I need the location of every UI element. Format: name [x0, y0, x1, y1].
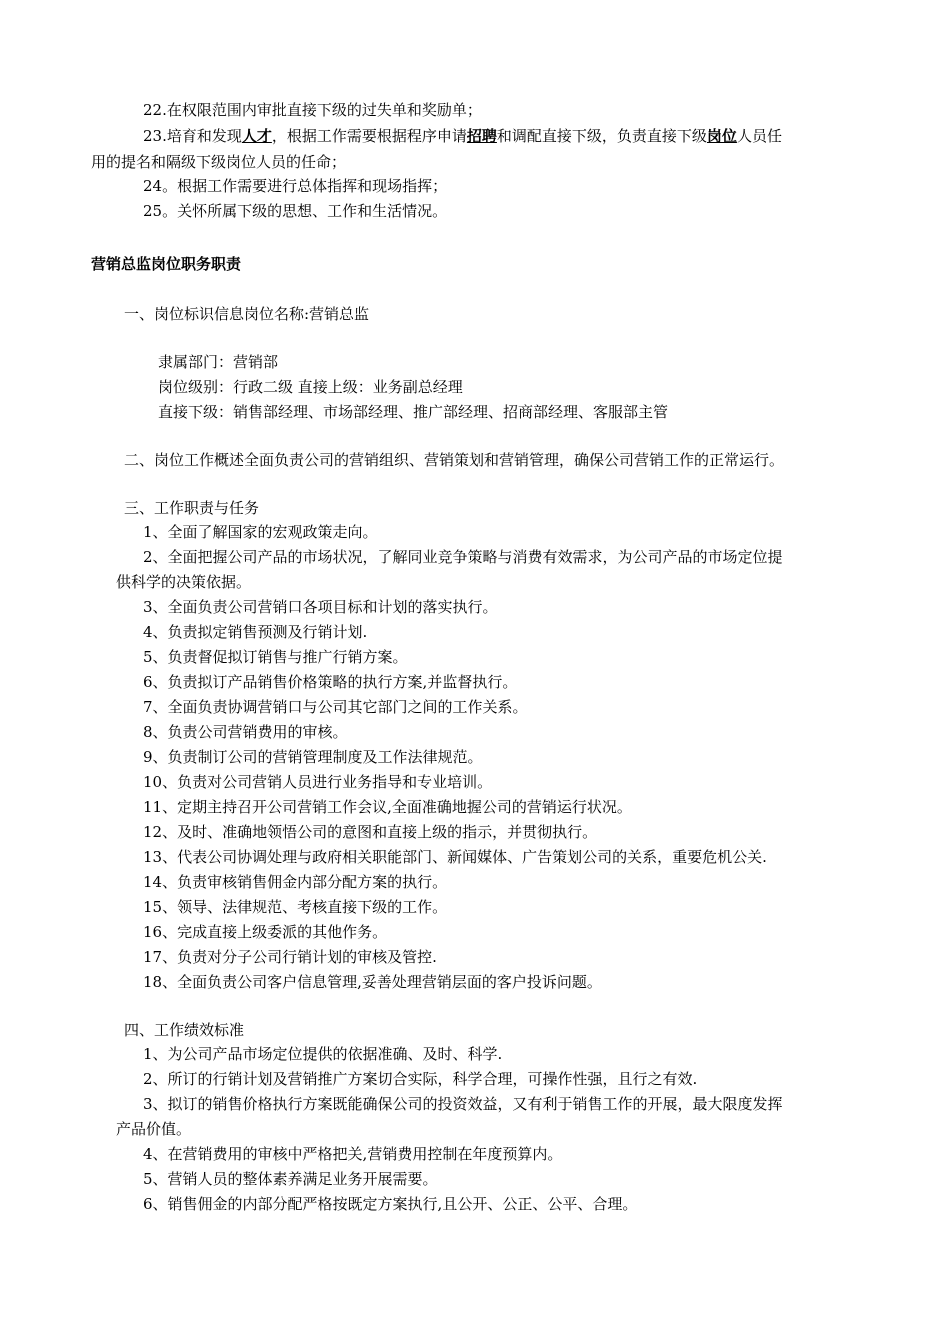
list-item: 16、完成直接上级委派的其他作务。 — [143, 923, 388, 941]
section-title: 营销总监岗位职务职责 — [91, 255, 242, 273]
list-item: 1、全面了解国家的宏观政策走向。 — [143, 523, 378, 541]
list-item: 10、负责对公司营销人员进行业务指导和专业培训。 — [143, 773, 493, 791]
item-25: 25。关怀所属下级的思想、工作和生活情况。 — [143, 202, 448, 220]
list-item: 13、代表公司协调处理与政府相关职能部门、新闻媒体、广告策划公司的关系，重要危机公关. — [143, 848, 767, 866]
list-item: 2、所订的行销计划及营销推广方案切合实际，科学合理，可操作性强，且行之有效. — [143, 1070, 698, 1088]
item-23-text-4: 人员任 — [736, 127, 782, 145]
talent-link[interactable]: 人才 — [241, 127, 272, 145]
list-item: 18、全面负责公司客户信息管理,妥善处理营销层面的客户投诉问题。 — [143, 973, 602, 991]
section-1-heading: 一、岗位标识信息岗位名称:营销总监 — [124, 305, 370, 323]
section-3-heading: 三、工作职责与任务 — [124, 499, 260, 517]
list-item: 3、拟订的销售价格执行方案既能确保公司的投资效益，又有利于销售工作的开展，最大限度发挥 — [143, 1095, 783, 1113]
list-item: 4、在营销费用的审核中严格把关,营销费用控制在年度预算内。 — [143, 1145, 563, 1163]
item-24: 24。根据工作需要进行总体指挥和现场指挥； — [143, 177, 448, 195]
item-22: 22.在权限范围内审批直接下级的过失单和奖励单； — [143, 101, 482, 119]
item-23-text-2: ，根据工作需要根据程序申请 — [271, 127, 467, 145]
position-link[interactable]: 岗位 — [706, 127, 737, 145]
list-item: 9、负责制订公司的营销管理制度及工作法律规范。 — [143, 748, 483, 766]
list-item: 6、负责拟订产品销售价格策略的执行方案,并监督执行。 — [143, 673, 518, 691]
item-23 — [143, 124, 782, 148]
list-item: 15、领导、法律规范、考核直接下级的工作。 — [143, 898, 448, 916]
subordinates-line: 直接下级：销售部经理、市场部经理、推广部经理、招商部经理、客服部主管 — [158, 403, 669, 421]
item-23-text-3: 和调配直接下级，负责直接下级 — [496, 127, 707, 145]
list-item: 12、及时、准确地领悟公司的意图和直接上级的指示，并贯彻执行。 — [143, 823, 598, 841]
list-item: 5、负责督促拟订销售与推广行销方案。 — [143, 648, 408, 666]
section-2-heading: 二、岗位工作概述全面负责公司的营销组织、营销策划和营销管理，确保公司营销工作的正常运行。 — [124, 451, 785, 469]
list-item: 8、负责公司营销费用的审核。 — [143, 723, 348, 741]
list-item: 17、负责对分子公司行销计划的审核及管控. — [143, 948, 437, 966]
list-item: 14、负责审核销售佣金内部分配方案的执行。 — [143, 873, 448, 891]
list-item: 4、负责拟定销售预测及行销计划. — [143, 623, 368, 641]
list-item: 6、销售佣金的内部分配严格按既定方案执行,且公开、公正、公平、合理。 — [143, 1195, 638, 1213]
department-line: 隶属部门：营销部 — [158, 353, 279, 371]
list-item: 5、营销人员的整体素养满足业务开展需要。 — [143, 1170, 438, 1188]
list-item-continued: 产品价值。 — [116, 1120, 192, 1138]
level-line: 岗位级别：行政二级 直接上级：业务副总经理 — [158, 378, 463, 396]
list-item: 11、定期主持召开公司营销工作会议,全面准确地握公司的营销运行状况。 — [143, 798, 632, 816]
list-item: 3、全面负责公司营销口各项目标和计划的落实执行。 — [143, 598, 498, 616]
list-item: 1、为公司产品市场定位提供的依据准确、及时、科学. — [143, 1045, 503, 1063]
item-23-text-1: 23.培育和发现 — [143, 127, 242, 145]
item-23-continued: 用的提名和隔级下级岗位人员的任命； — [91, 153, 347, 171]
list-item: 2、全面把握公司产品的市场状况，了解同业竞争策略与消费有效需求，为公司产品的市场定位提 — [143, 548, 783, 566]
list-item-continued: 供科学的决策依据。 — [116, 573, 252, 591]
recruit-link[interactable]: 招聘 — [466, 127, 497, 145]
list-item: 7、全面负责协调营销口与公司其它部门之间的工作关系。 — [143, 698, 528, 716]
section-4-heading: 四、工作绩效标准 — [124, 1021, 245, 1039]
